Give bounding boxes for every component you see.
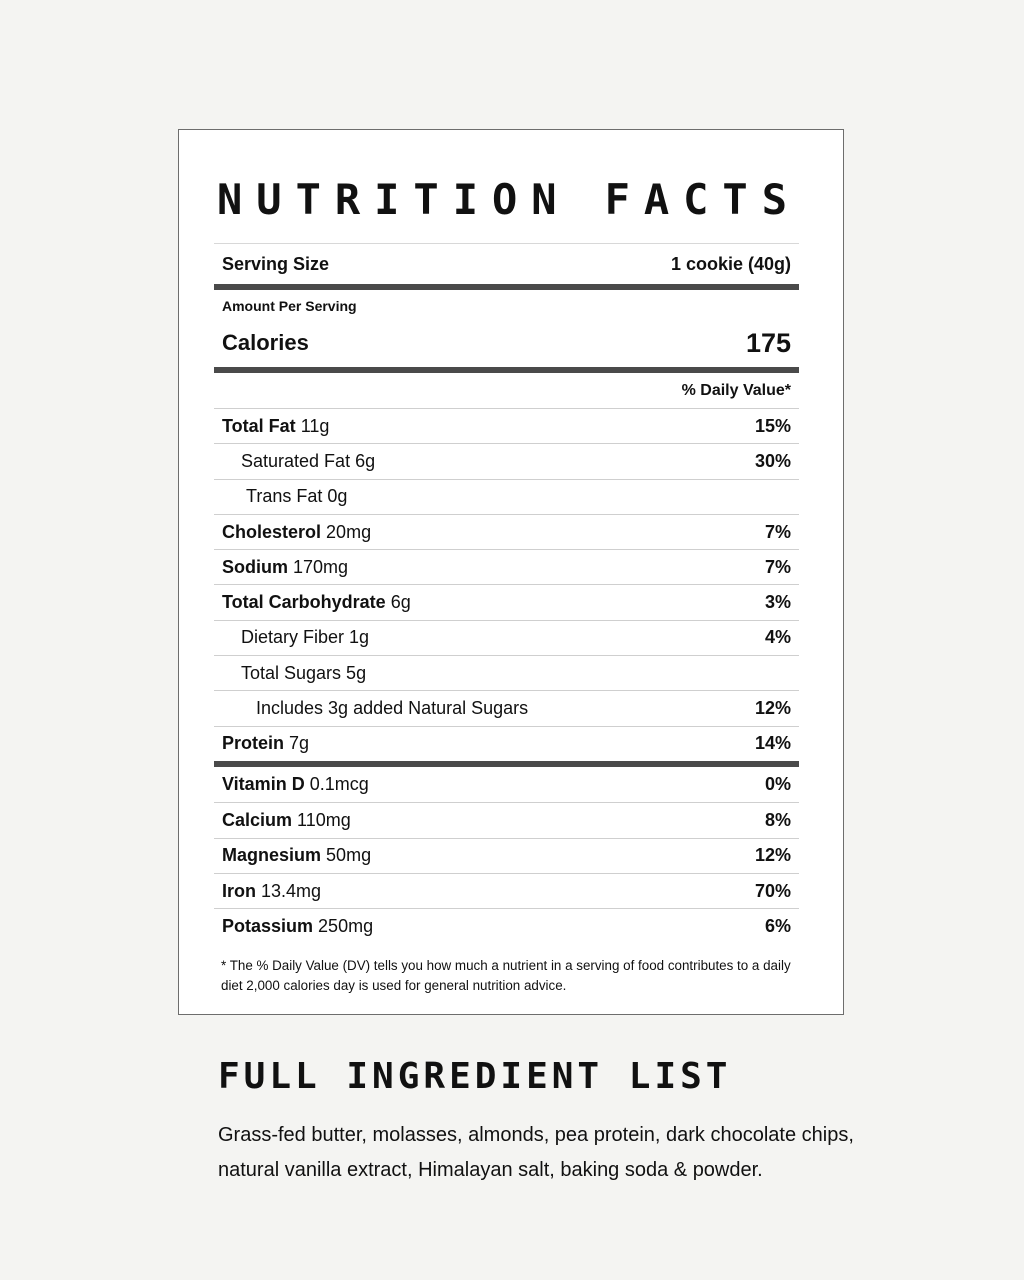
nutrient-amount: 170mg [293,556,349,577]
nutrient-row-cholesterol [214,514,799,549]
daily-value-header [214,373,799,408]
vitamin-name: Magnesium [222,845,322,866]
nutrient-dv: 7% [764,521,791,542]
vitamin-name: Iron [222,880,256,901]
vitamin-amount: 110mg [297,809,351,830]
title-word-facts: FACTS [604,175,801,224]
vitamin-row-magnesium [214,838,799,873]
daily-value-footnote: * The % Daily Value (DV) tells you how much a nutrient in a serving of food contributes to a daily diet 2,000 calories day is used for general nutrition advice. [221,958,791,993]
nutrient-name: Protein [222,733,285,754]
nutrient-name: Total Sugars 5g [241,662,367,683]
nutrient-name: Saturated Fat 6g [241,450,376,471]
calories-row [214,323,799,367]
nutrition-facts-label [178,129,844,1015]
serving-size-label: Serving Size [222,253,330,274]
nutrient-row-total-carbohydrate [214,584,799,619]
nutrient-dv: 4% [764,627,791,648]
serving-size-value: 1 cookie (40g) [670,253,791,274]
nutrient-row-total-fat [214,408,799,443]
nutrient-dv: 30% [754,450,791,471]
nutrient-dv: 3% [764,592,791,613]
amount-per-serving: Amount Per Serving [222,298,357,314]
vitamin-name: Potassium [222,915,314,936]
calories-value: 175 [745,327,791,358]
nutrient-name: Total Carbohydrate [222,592,386,613]
nutrient-dv: 12% [754,698,791,719]
vitamin-row-potassium [214,908,799,943]
nutrient-row-trans-fat [214,479,799,514]
vitamin-dv: 70% [754,880,791,901]
nutrient-row-sodium [214,549,799,584]
vitamin-amount: 0.1mcg [309,774,369,795]
nutrition-facts-title [217,174,801,226]
nutrient-name: Total Fat [222,415,296,436]
nutrient-name: Dietary Fiber 1g [241,627,370,648]
nutrient-dv: 15% [754,415,791,436]
vitamin-row-calcium [214,802,799,837]
ingredient-list-text: Grass-fed butter, molasses, almonds, pea protein, dark chocolate chips, natural vanilla extract, Himalayan salt, baking soda & powder. [218,1124,854,1181]
vitamin-name: Vitamin D [222,774,305,795]
nutrient-name: Includes 3g added Natural Sugars [256,698,529,719]
vitamin-dv: 8% [764,809,791,830]
nutrient-amount: 11g [300,415,330,436]
vitamin-row-vitamin-d [214,767,799,802]
vitamin-dv: 0% [764,774,791,795]
nutrient-dv: 14% [754,733,791,754]
serving-size-row [214,243,799,284]
daily-value-header-text: % Daily Value* [681,381,791,399]
nutrient-name: Trans Fat 0g [246,486,348,507]
nutrient-dv: 7% [764,556,791,577]
vitamin-dv: 6% [764,915,791,936]
nutrient-amount: 6g [390,592,411,613]
nutrient-amount: 7g [289,733,310,754]
vitamin-name: Calcium [222,809,293,830]
nutrient-row-dietary-fiber [214,620,799,655]
nutrient-row-saturated-fat [214,443,799,478]
vitamin-dv: 12% [754,845,791,866]
vitamin-amount: 13.4mg [261,880,322,901]
nutrient-name: Cholesterol [222,521,322,542]
calories-label: Calories [222,330,309,355]
nutrient-row-protein [214,726,799,761]
vitamin-amount: 50mg [326,845,372,866]
title-word-nutrition: NUTRITION [217,175,571,224]
nutrient-row-total-sugars [214,655,799,690]
nutrient-name: Sodium [222,556,288,577]
nutrient-row-added-sugars [214,690,799,725]
nutrient-amount: 20mg [326,521,372,542]
vitamin-row-iron [214,873,799,908]
vitamin-amount: 250mg [318,915,374,936]
nutrition-table [214,243,799,943]
ingredient-list-title: FULL INGREDIENT LIST [218,1056,732,1097]
